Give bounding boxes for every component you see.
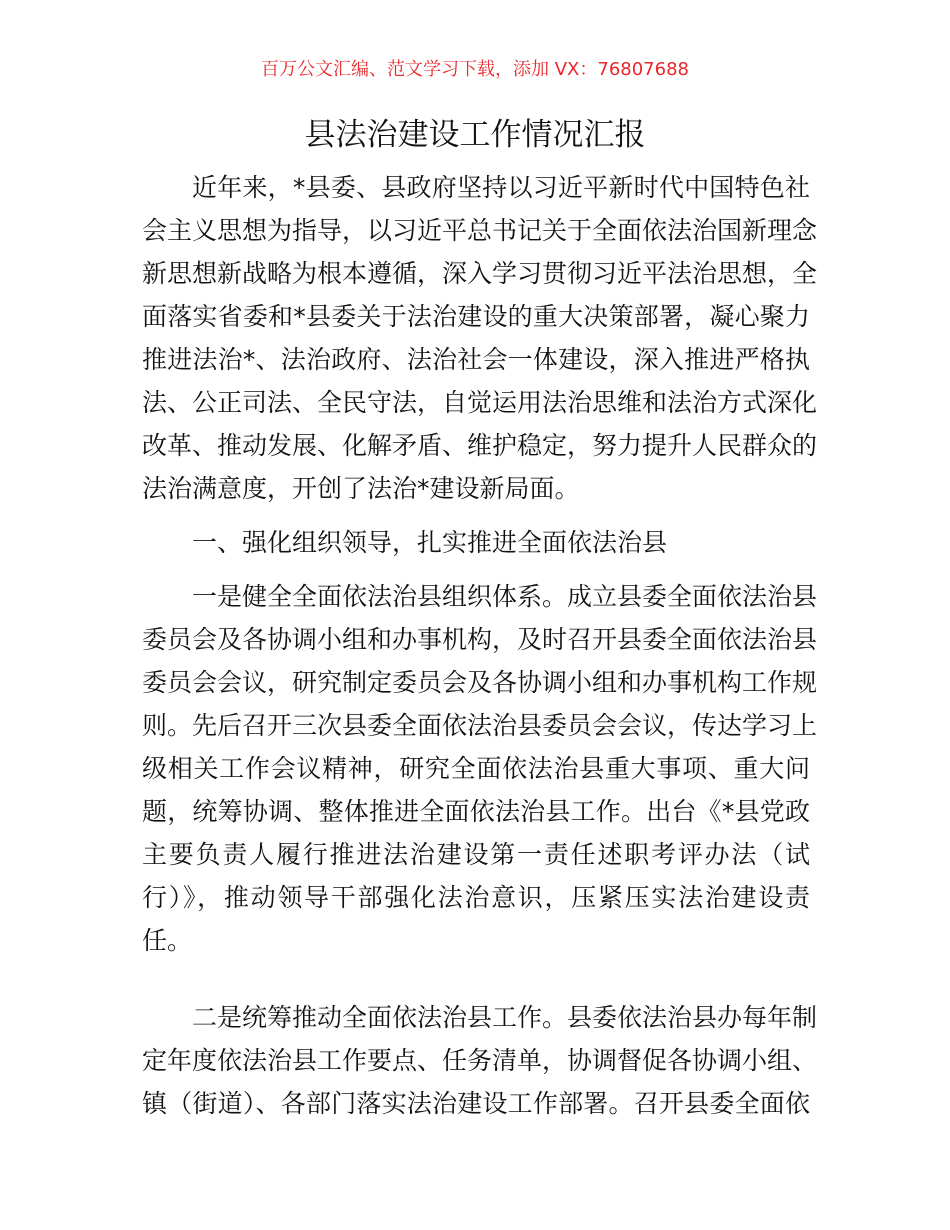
body-paragraph-2 bbox=[142, 996, 818, 1125]
text-line: 会主义思想为指导，以习近平总书记关于全面依法治国新理念 bbox=[142, 216, 818, 245]
text-line: 推进法治*、法治政府、法治社会一体建设，深入推进严格执 bbox=[142, 345, 810, 374]
intro-paragraph bbox=[142, 166, 818, 510]
text-line: 任。 bbox=[142, 926, 193, 955]
text-line: 近年来，*县委、县政府坚持以习近平新时代中国特色社 bbox=[192, 173, 810, 202]
text-line: 面落实省委和*县委关于法治建设的重大决策部署，凝心聚力 bbox=[142, 302, 810, 331]
text-line: 改革、推动发展、化解矛盾、维护稳定，努力提升人民群众的 bbox=[142, 431, 818, 460]
text-line: 二是统筹推动全面依法治县工作。县委依法治县办每年制 bbox=[192, 1003, 818, 1032]
watermark-header: 百万公文汇编、范文学习下载，添加 VX：76807688 bbox=[261, 59, 689, 80]
text-line: 委员会会议，研究制定委员会及各协调小组和办事机构工作规 bbox=[142, 668, 818, 697]
section-heading bbox=[142, 521, 810, 564]
text-line: 新思想新战略为根本遵循，深入学习贯彻习近平法治思想，全 bbox=[142, 259, 818, 288]
text-line: 主要负责人履行推进法治建设第一责任述职考评办法（试 bbox=[142, 840, 810, 869]
text-line: 一是健全全面依法治县组织体系。成立县委全面依法治县 bbox=[192, 582, 818, 611]
text-line: 委员会及各协调小组和办事机构，及时召开县委全面依法治县 bbox=[142, 625, 818, 654]
document-body bbox=[142, 166, 818, 1125]
text-line: 镇（街道）、各部门落实法治建设工作部署。召开县委全面依 bbox=[142, 1089, 810, 1118]
text-line: 定年度依法治县工作要点、任务清单，协调督促各协调小组、 bbox=[142, 1046, 818, 1075]
text-line: 则。先后召开三次县委全面依法治县委员会会议，传达学习上 bbox=[142, 711, 818, 740]
text-line: 法、公正司法、全民守法，自觉运用法治思维和法治方式深化 bbox=[142, 388, 818, 417]
text-line: 法治满意度，开创了法治*建设新局面。 bbox=[142, 474, 580, 503]
text-line: 题，统筹协调、整体推进全面依法治县工作。出台《*县党政 bbox=[142, 797, 810, 826]
text-line: 行）》，推动领导干部强化法治意识，压紧压实法治建设责 bbox=[142, 883, 810, 912]
document-title: 县法治建设工作情况汇报 bbox=[304, 117, 646, 153]
body-paragraph-1 bbox=[142, 575, 818, 962]
section-heading-text: 一、强化组织领导，扎实推进全面依法治县 bbox=[192, 528, 668, 557]
text-line: 级相关工作会议精神，研究全面依法治县重大事项、重大问 bbox=[142, 754, 810, 783]
